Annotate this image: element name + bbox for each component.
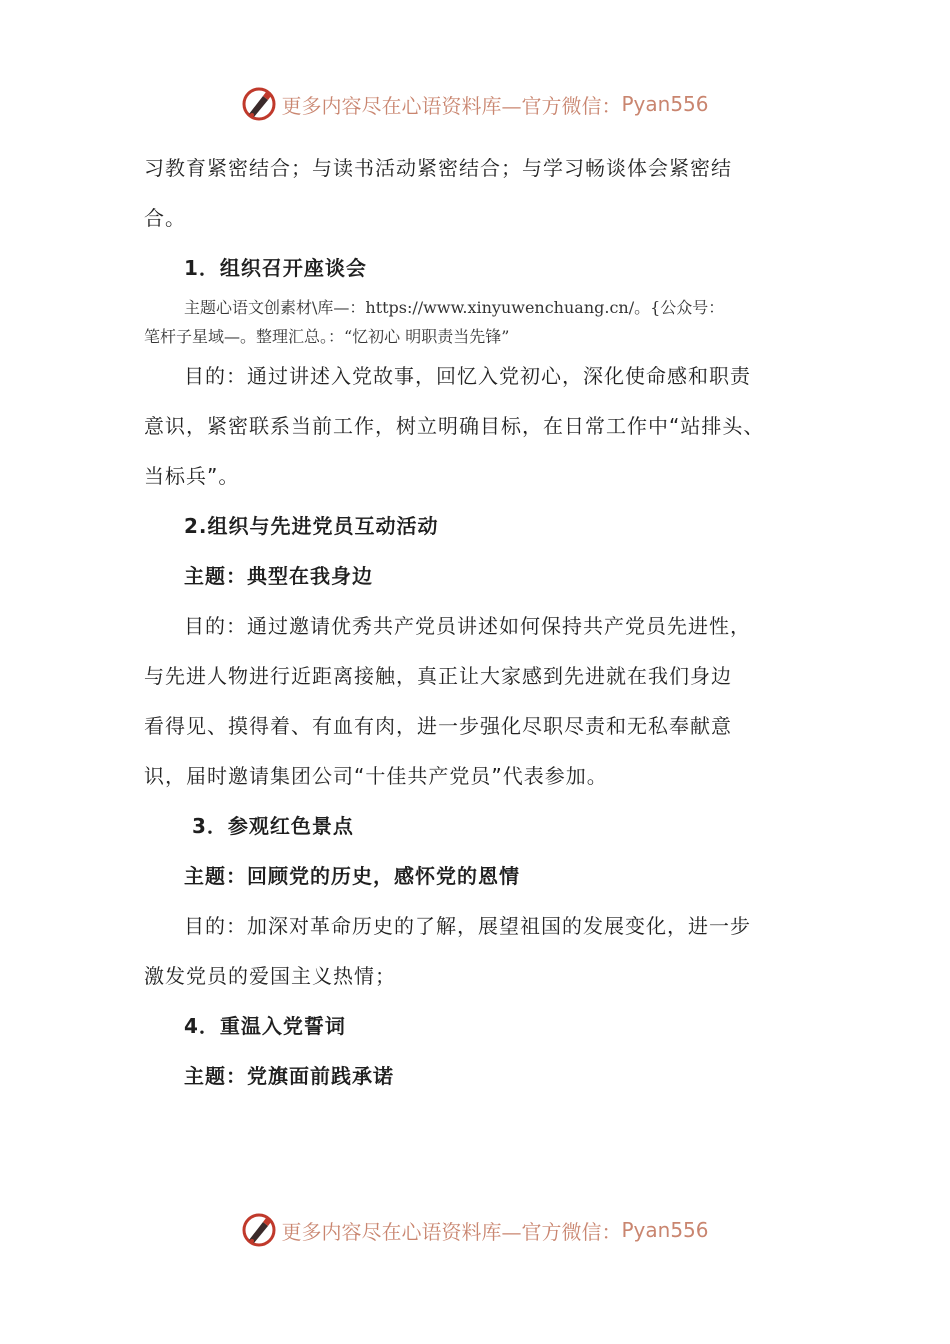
paragraph-line: 目的：加深对革命历史的了解，展望祖国的发展变化，进一步 — [184, 914, 751, 938]
paragraph-line: 目的：通过讲述入党故事，回忆入党初心，深化使命感和职责 — [184, 364, 751, 388]
note-line: 主题心语文创素材\库—：https://www.xinyuwenchuang.cn/。{公众号： — [184, 298, 725, 317]
pen-nib-logo-icon — [241, 86, 277, 122]
section-heading-2: 2.组织与先进党员互动活动 — [184, 514, 439, 538]
note-line: 笔杆子星域—。整理汇总。：“忆初心 明职责当先锋” — [144, 327, 510, 346]
section-theme-2: 主题：典型在我身边 — [184, 564, 373, 588]
document-body — [144, 143, 824, 1101]
section-theme-4: 主题：党旗面前践承诺 — [184, 1064, 394, 1088]
paragraph-line: 合。 — [144, 206, 186, 230]
paragraph-line: 目的：通过邀请优秀共产党员讲述如何保持共产党员先进性， — [184, 614, 751, 638]
paragraph-line: 当标兵”。 — [144, 464, 240, 488]
section-heading-3: 3．参观红色景点 — [192, 814, 354, 838]
section-heading-4: 4．重温入党誓词 — [184, 1014, 346, 1038]
footer-banner — [0, 1210, 950, 1250]
paragraph-line: 习教育紧密结合；与读书活动紧密结合；与学习畅谈体会紧密结 — [144, 156, 732, 180]
footer-text: 更多内容尽在心语资料库—官方微信： — [281, 1219, 622, 1244]
footer-wechat-id: Pyan556 — [621, 1218, 709, 1242]
pen-nib-logo-icon — [241, 1212, 277, 1248]
header-text: 更多内容尽在心语资料库—官方微信： — [281, 93, 622, 118]
paragraph-line: 看得见、摸得着、有血有肉，进一步强化尽职尽责和无私奉献意 — [144, 714, 732, 738]
paragraph-line: 识，届时邀请集团公司“十佳共产党员”代表参加。 — [144, 764, 608, 788]
section-heading-1: 1．组织召开座谈会 — [184, 256, 367, 280]
header-wechat-id: Pyan556 — [621, 92, 709, 116]
paragraph-line: 与先进人物进行近距离接触，真正让大家感到先进就在我们身边 — [144, 664, 732, 688]
header-banner — [0, 84, 950, 124]
section-theme-3: 主题：回顾党的历史，感怀党的恩情 — [184, 864, 520, 888]
paragraph-line: 意识，紧密联系当前工作，树立明确目标，在日常工作中“站排头、 — [144, 414, 765, 438]
paragraph-line: 激发党员的爱国主义热情； — [144, 964, 396, 988]
